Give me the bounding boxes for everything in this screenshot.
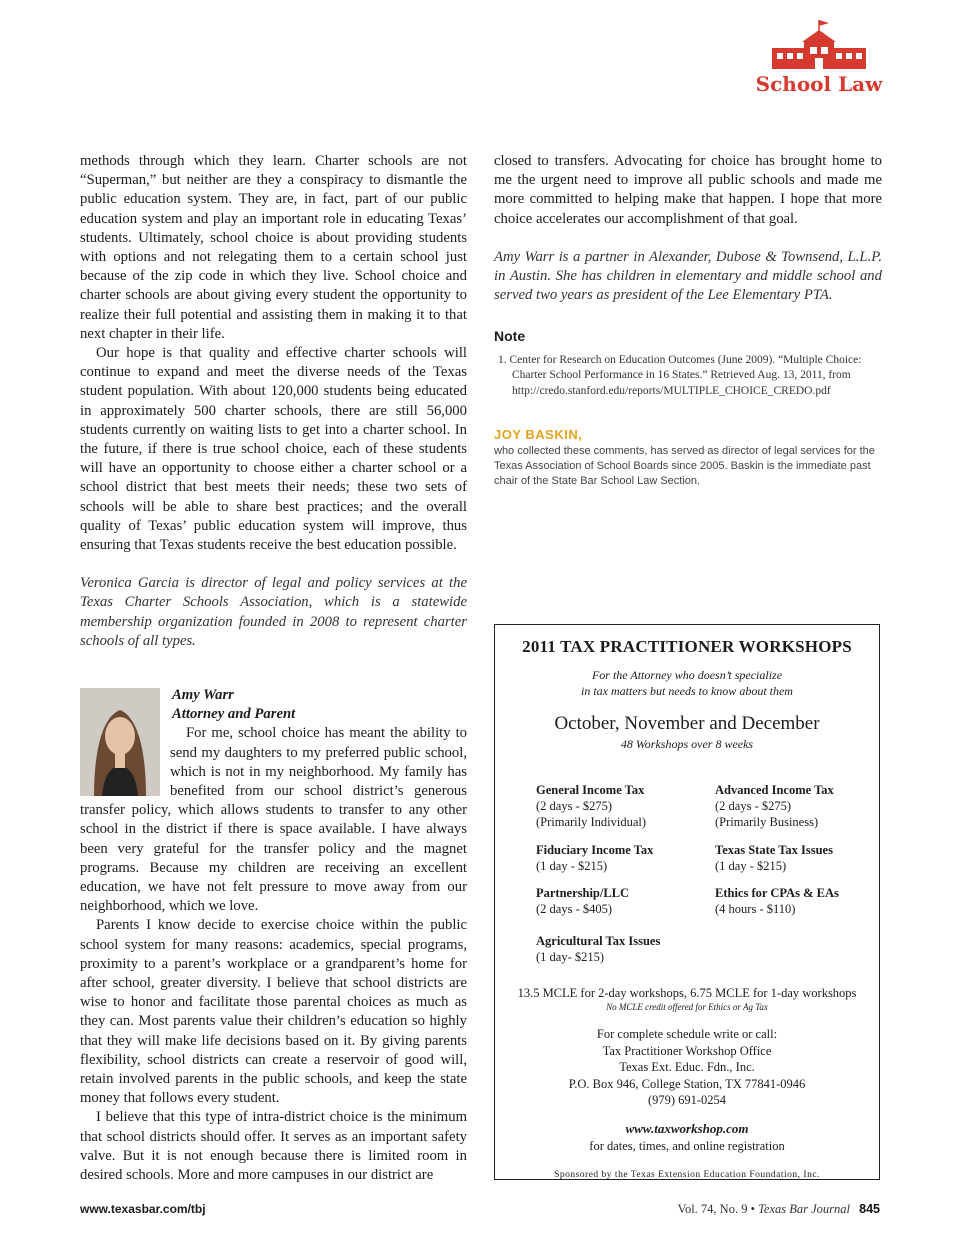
paragraph: For me, school choice has meant the ability to send my daughters to my preferred public school, which is not in my neighborhood. My family has benefited from our school district’s generous transfer policy, which allows students to transfer to any other school in the district if there is space available. I have always been very grateful for the transfer policy and the magnet programs. Because my children are receiving an excellent education, we have not felt pressure to move away from our neighborhood, which we love. [80, 725, 467, 915]
ad-sponsor: Sponsored by the Texas Extension Education Foundation, Inc. [554, 1169, 820, 1180]
workshop-item [715, 885, 839, 917]
footer-url[interactable]: www.texasbar.com/tbj [80, 1202, 206, 1216]
contact-phone: (979) 691-0254 [647, 1093, 727, 1107]
paragraph: methods through which they learn. Charter schools are not “Superman,” but neither are they a conspiracy to dismantle the public education system. They are, in fact, part of our public education system and play an important role in educating Texas’ students. Ultimately, school choice is about providing students with options and not relegating them to a certain school just because of the zip code in which they live. School choice and charter schools are about giving every student the opportunity to realize their full potential and assisting them in making it to that next chapter in their life. [80, 153, 467, 342]
workshop-detail: (1 day- $215) [536, 950, 605, 964]
section-title: School Law [755, 72, 883, 96]
workshop-detail: (Primarily Business) [715, 815, 819, 829]
workshop-detail: (Primarily Individual) [536, 815, 647, 829]
workshop-title: Fiduciary Income Tax [536, 843, 654, 857]
author-bio: Amy Warr is a partner in Alexander, Dubose & Townsend, L.L.P. in Austin. She has children in elementary and middle school and served two years as president of the Lee Elementary PTA. [494, 248, 882, 304]
workshop-detail: (1 day - $215) [536, 859, 608, 873]
workshop-title: Advanced Income Tax [715, 783, 834, 797]
editor-bio: who collected these comments, has served as director of legal services for the Texas Association of School Boards since 2005. Baskin is the immediate past chair of the State Bar School Law Section. [494, 445, 875, 488]
note-heading: Note [494, 328, 526, 345]
workshop-item [715, 842, 833, 874]
footnote: 1. Center for Research on Education Outcomes (June 2009). “Multiple Choice: Charter School Performance in 16 States.” Retrieved Aug. 13, 2011, from http://credo.stanford.edu/reports/MULTIPLE_CHOICE_CREDO.pdf [498, 353, 862, 397]
workshop-detail: (4 hours - $110) [715, 902, 796, 916]
contact-line: P.O. Box 946, College Station, TX 77841-0946 [568, 1076, 806, 1091]
ad-months: October, November and December [554, 713, 820, 734]
workshop-detail: (2 days - $275) [715, 799, 792, 813]
ad-title: 2011 TAX PRACTITIONER WORKSHOPS [522, 637, 852, 656]
author-bio: Veronica Garcia is director of legal and policy services at the Texas Charter Schools Association, which is a statewide membership organization founded in 2008 to represent charter schools of all types. [80, 575, 467, 649]
right-column [494, 152, 882, 489]
ad-workshop-count: 48 Workshops over 8 weeks [620, 737, 754, 751]
workshop-title: Ethics for CPAs & EAs [715, 886, 839, 900]
contact-line: Tax Practitioner Workshop Office [602, 1043, 772, 1058]
ad-subtitle [495, 667, 879, 699]
ad-workshop-list [495, 782, 879, 972]
ad-mcle-credits: 13.5 MCLE for 2-day workshops, 6.75 MCLE for 1-day workshops [517, 986, 857, 1000]
left-column-essay1 [80, 152, 467, 651]
author-photo [80, 688, 160, 796]
workshop-item [536, 842, 653, 874]
workshop-title: General Income Tax [536, 783, 645, 797]
editor-name: JOY BASKIN, [494, 427, 583, 443]
page-number: 845 [859, 1202, 880, 1216]
portrait-image [80, 688, 160, 796]
workshop-detail: (2 days - $405) [536, 902, 613, 916]
ad-mcle-exception: No MCLE credit offered for Ethics or Ag Tax [606, 1002, 768, 1012]
left-column-essay2 [80, 686, 467, 1185]
workshop-detail: (1 day - $215) [715, 859, 787, 873]
ad-subtitle-line: in tax matters but needs to know about them [581, 684, 793, 698]
footer-volume: Vol. 74, No. 9 [677, 1202, 748, 1216]
footer-bullet: • [750, 1202, 755, 1216]
workshop-item [536, 782, 646, 830]
workshop-title: Texas State Tax Issues [715, 843, 833, 857]
footer-journal: Texas Bar Journal [758, 1202, 851, 1216]
paragraph: I believe that this type of intra-district choice is the minimum that school districts should offer. It serves as an important safety valve. But it is not enough because there is limited room in desired schools. More and more campuses in our district are [80, 1109, 467, 1184]
paragraph: closed to transfers. Advocating for choice has brought home to me the urgent need to improve all public schools and made me more committed to helping make that happen. I hope that more choice accelerates our accomplishment of that goal. [494, 153, 882, 227]
contact-line: For complete schedule write or call: [596, 1027, 778, 1041]
workshop-item [536, 933, 660, 965]
author-name: Amy Warr [172, 687, 234, 703]
tax-workshop-ad [494, 624, 880, 1180]
ad-contact-block [495, 1026, 879, 1109]
author-role: Attorney and Parent [172, 706, 296, 723]
ad-website-note: for dates, times, and online registration [589, 1138, 785, 1153]
ad-website-link[interactable]: www.taxworkshop.com [625, 1120, 749, 1136]
paragraph: Parents I know decide to exercise choice within the public school system for many reasons: academics, special programs, proximity to a parent’s workplace or a grandparent’s home for after school, greater diversity. I believe that school districts are wise to honor and facilitate those parental choices as much as they can. Most parents value their children’s education so highly that they will make life decisions based on it. By giving parents flexibility, school districts can create a reservoir of good will, retain involved parents in the public schools, and keep the state money that follows every student. [80, 917, 467, 1107]
ad-subtitle-line: For the Attorney who doesn’t specialize [591, 668, 783, 682]
paragraph: Our hope is that quality and effective charter schools will continue to expand and meet the diverse needs of the Texas student population. With about 120,000 students being educated in approximately 500 charter schools, there are still 56,000 students currently on waiting lists to get into a charter school. In the future, if there is true school choice, each of these students will have an opportunity to choose either a charter school or a school district that best meets their needs; these two sets of schools will be able to share best practices; and the overall quality of Texas’ public education system will improve, thus ensuring that Texas students receive the best education possible. [80, 345, 467, 554]
workshop-title: Agricultural Tax Issues [536, 934, 661, 948]
footer-issue-info [678, 1202, 880, 1217]
school-law-logo [752, 18, 886, 100]
workshop-item [536, 885, 629, 917]
workshop-detail: (2 days - $275) [536, 799, 613, 813]
workshop-title: Partnership/LLC [536, 886, 630, 900]
workshop-item [715, 782, 834, 830]
schoolhouse-icon [752, 18, 886, 74]
contact-line: Texas Ext. Educ. Fdn., Inc. [619, 1060, 755, 1074]
